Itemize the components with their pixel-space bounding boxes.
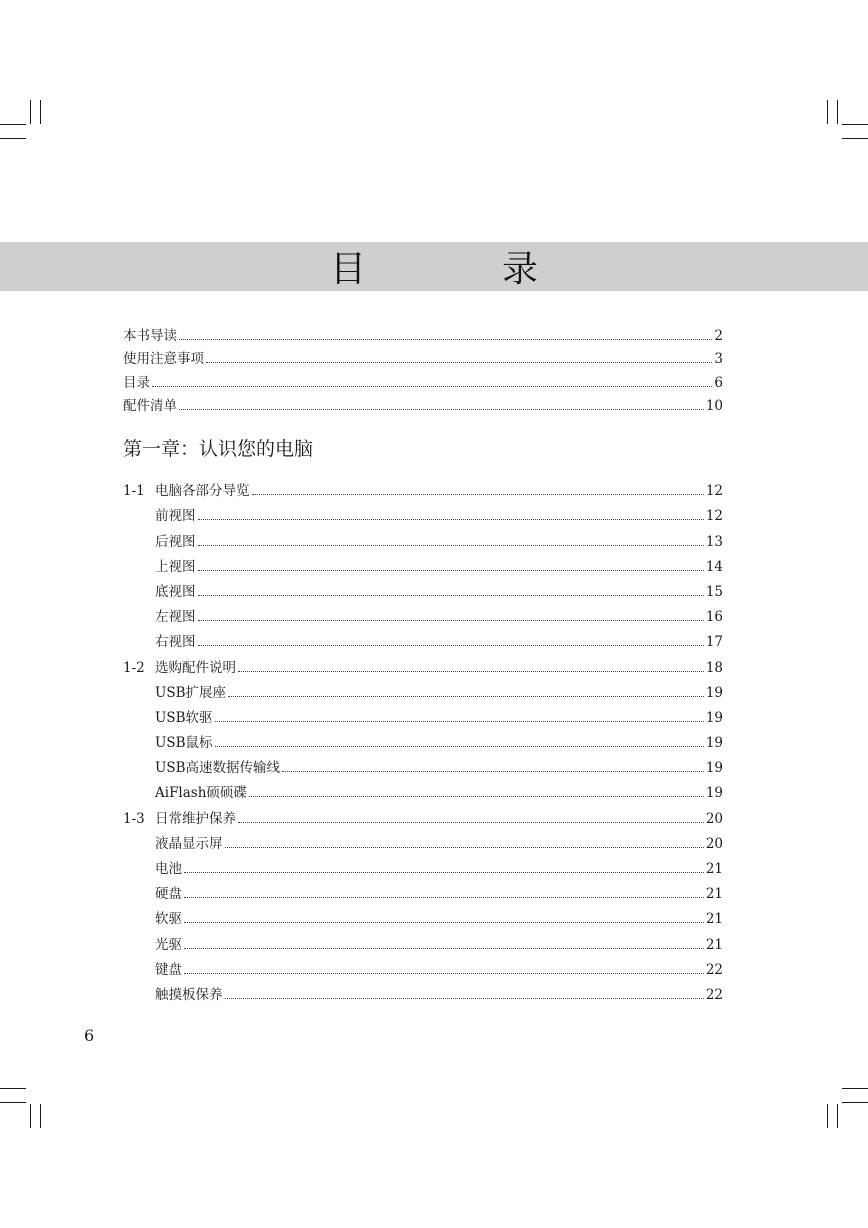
toc-entry-label: 选购配件说明: [155, 659, 236, 676]
toc-page-number: 21: [705, 886, 723, 903]
toc-entry-label: 键盘: [155, 961, 182, 978]
toc-page-number: 14: [705, 558, 723, 575]
toc-page-number: 16: [705, 609, 723, 626]
dot-leader: [184, 897, 704, 898]
dot-leader: [249, 796, 704, 797]
dot-leader: [152, 386, 712, 387]
toc-entry[interactable]: [123, 524, 723, 549]
toc-entry[interactable]: [123, 650, 723, 675]
toc-page-number: 19: [705, 735, 723, 752]
dot-leader: [198, 545, 704, 546]
toc-page-number: 6: [714, 374, 723, 391]
toc-entry-label: 硬盘: [155, 886, 182, 903]
page-title: 目 录: [329, 249, 588, 290]
dot-leader: [225, 847, 704, 848]
dot-leader: [184, 872, 704, 873]
dot-leader: [198, 595, 704, 596]
toc-entry[interactable]: [123, 852, 723, 877]
toc-page-number: 10: [705, 398, 723, 414]
dot-leader: [282, 771, 704, 772]
toc-page-number: 12: [705, 508, 723, 525]
toc-entry[interactable]: [123, 344, 723, 368]
toc-entry[interactable]: [123, 474, 723, 499]
toc-page-number: 20: [705, 810, 723, 827]
toc-entry[interactable]: [123, 978, 723, 1003]
toc-entry-label: 日常维护保养: [155, 810, 236, 827]
toc-page-number: 22: [705, 986, 723, 1003]
toc-entry-label: USB软驱: [155, 709, 213, 726]
toc-entry[interactable]: [123, 751, 723, 776]
toc-entry[interactable]: [123, 726, 723, 751]
toc-entry-label: 本书导读: [123, 327, 177, 344]
chapter-entry-list: [123, 474, 723, 1003]
dot-leader: [198, 570, 704, 571]
dot-leader: [184, 973, 704, 974]
toc-entry[interactable]: [123, 676, 723, 701]
toc-page-number: 2: [714, 327, 723, 344]
toc-page-number: 21: [705, 936, 723, 953]
toc-entry-label: 左视图: [155, 609, 196, 626]
title-band: [0, 242, 868, 291]
dot-leader: [184, 948, 704, 949]
toc-entry[interactable]: [123, 701, 723, 726]
toc-entry-label: 使用注意事项: [123, 351, 204, 367]
dot-leader: [238, 822, 704, 823]
toc-page-number: 19: [705, 709, 723, 726]
toc-page-number: 13: [705, 533, 723, 550]
toc-entry-label: 右视图: [155, 634, 196, 651]
toc-entry[interactable]: [123, 625, 723, 650]
dot-leader: [225, 998, 704, 999]
toc-entry[interactable]: [123, 827, 723, 852]
toc-section-number: 1-2: [123, 659, 145, 676]
toc-page-number: 19: [705, 684, 723, 701]
toc-entry-label: 后视图: [155, 533, 196, 550]
chapter-title: 第一章：认识您的电脑: [123, 438, 314, 460]
toc-entry[interactable]: [123, 953, 723, 978]
dot-leader: [184, 922, 704, 923]
toc-page-number: 18: [705, 659, 723, 676]
toc-page-number: 19: [705, 785, 723, 802]
toc-page-number: 22: [705, 961, 723, 978]
toc-entry[interactable]: [123, 927, 723, 952]
toc-entry-label: 光驱: [155, 936, 182, 953]
front-matter-list: [123, 320, 723, 414]
dot-leader: [179, 409, 704, 410]
page-number: 6: [84, 1026, 95, 1045]
toc-entry[interactable]: [123, 600, 723, 625]
toc-entry[interactable]: [123, 499, 723, 524]
toc-entry[interactable]: [123, 801, 723, 826]
toc-page-number: 19: [705, 760, 723, 777]
toc-section-number: 1-1: [123, 483, 145, 500]
toc-entry-label: USB扩展座: [155, 684, 227, 701]
toc-entry[interactable]: [123, 367, 723, 391]
toc-entry-label: 上视图: [155, 558, 196, 575]
toc-entry[interactable]: [123, 391, 723, 415]
toc-entry-label: 液晶显示屏: [155, 835, 223, 852]
dot-leader: [198, 645, 704, 646]
toc-page-number: 12: [705, 483, 723, 500]
toc-entry[interactable]: [123, 575, 723, 600]
dot-leader: [206, 362, 712, 363]
dot-leader: [198, 620, 704, 621]
dot-leader: [179, 339, 712, 340]
toc-entry-label: AiFlash硕硕碟: [155, 785, 247, 802]
dot-leader: [215, 746, 704, 747]
toc-page-number: 17: [705, 634, 723, 651]
toc-entry[interactable]: [123, 902, 723, 927]
toc-entry-label: 前视图: [155, 508, 196, 525]
toc-entry-label: USB高速数据传输线: [155, 760, 281, 777]
toc-page-number: 15: [705, 583, 723, 600]
toc-page-number: 21: [705, 861, 723, 877]
dot-leader: [238, 671, 704, 672]
toc-entry-label: 电脑各部分导览: [155, 483, 250, 500]
toc-entry-label: USB鼠标: [155, 735, 213, 752]
dot-leader: [215, 721, 704, 722]
toc-entry[interactable]: [123, 877, 723, 902]
toc-entry[interactable]: [123, 550, 723, 575]
toc-entry-label: 配件清单: [123, 398, 177, 414]
toc-entry[interactable]: [123, 776, 723, 801]
toc-section-number: 1-3: [123, 810, 145, 827]
dot-leader: [198, 519, 704, 520]
toc-entry-label: 目录: [123, 374, 150, 391]
toc-page-number: 3: [714, 351, 723, 367]
dot-leader: [228, 696, 704, 697]
toc-page-number: 20: [705, 835, 723, 852]
toc-entry-label: 触摸板保养: [155, 986, 223, 1003]
toc-entry-label: 电池: [155, 861, 182, 877]
toc-entry-label: 底视图: [155, 583, 196, 600]
toc-entry-label: 软驱: [155, 911, 182, 928]
toc-entry[interactable]: [123, 320, 723, 344]
toc-page-number: 21: [705, 911, 723, 928]
dot-leader: [252, 494, 704, 495]
